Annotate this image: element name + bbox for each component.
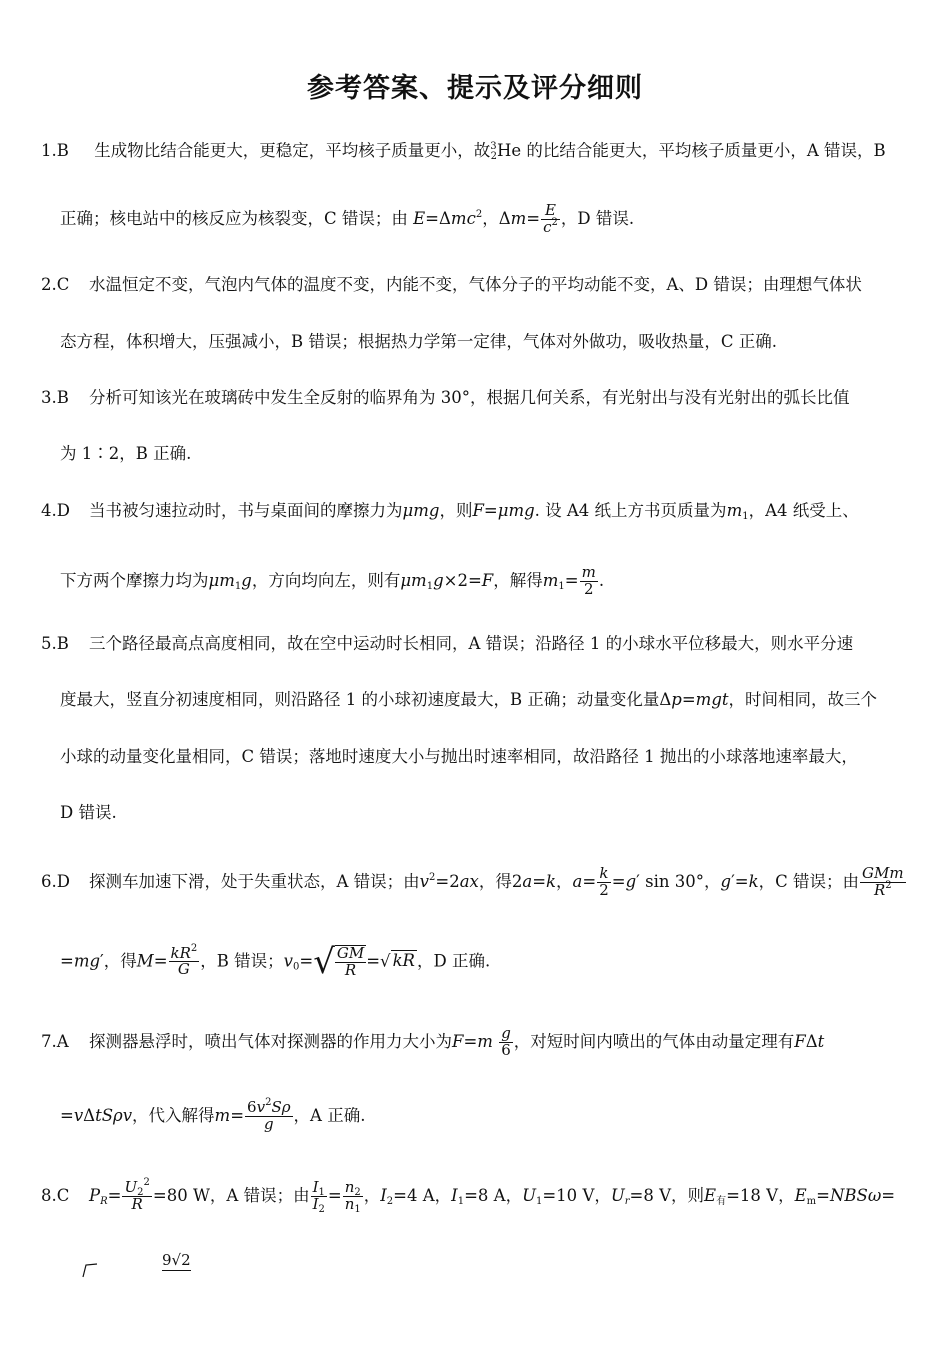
- answer-5-line-4: D 错误.: [60, 803, 117, 822]
- answer-7-line-2: =vΔtSρv，代入解得m= $\frac{6v^2S\rho}{g}$ ，A 正确.: [60, 1097, 366, 1133]
- answer-7-line-1: 7.A 探测器悬浮时，喷出气体对探测器的作用力大小为F=m $\frac{g}{6}$ ，对短时间内喷出的气体由动量定理有FΔt: [41, 1024, 825, 1059]
- answer-4-line-1: 4.D 当书被匀速拉动时，书与桌面间的摩擦力为μmg，则F=μmg. 设 A4 纸上方书页质量为$m_1$，A4 纸受上、: [41, 501, 859, 522]
- answer-3-line-2: 为 1∶2，B 正确.: [60, 444, 192, 463]
- page-title: 参考答案、提示及评分细则: [307, 73, 643, 104]
- answer-1-line-1: 1.B 生成物比结合能更大，更稳定，平均核子质量更小，故$^3_2$He 的比结合能更大，平均核子质量更小，A 错误，B: [41, 141, 886, 162]
- answer-5-line-3: 小球的动量变化量相同，C 错误；落地时速度大小与抛出时速率相同，故沿路径 1 抛出的小球落地速率最大，: [60, 747, 858, 766]
- answer-3-line-1: 3.B 分析可知该光在玻璃砖中发生全反射的临界角为 30°，根据几何关系，有光射出与没有光射出的弧长比值: [41, 388, 850, 407]
- answer-8-fraction-fragment: 9√2: [162, 1251, 191, 1269]
- answer-2-line-2: 态方程，体积增大，压强减小，B 错误；根据热力学第一定律，气体对外做功，吸收热量，C 正确.: [60, 332, 777, 351]
- answer-6-line-2: =mg′，得M= $\frac{kR^2}{G}$ ，B 错误；$v_0=√$ $\frac{GM}{R}$ =√ kR ，D 正确.: [60, 941, 491, 982]
- answer-1-line-2: 正确；核电站中的核反应为核裂变，C 错误；由 E=Δmc$^2$，Δm= $\frac{E}{c^2}$ ，D 错误.: [60, 201, 635, 236]
- answer-6-line-1: 6.D 探测车加速下滑，处于失重状态，A 错误；由$v^2=2ax$，得2a=k，a= $\frac{k}{2}$ =g′ sin 30°，g′=k，C 错误；由 $\frac{\text{GMm}}{R^2}$: [41, 864, 904, 899]
- answer-5-line-1: 5.B 三个路径最高点高度相同，故在空中运动时长相同，A 错误；沿路径 1 的小球水平位移最大，则水平分速: [41, 634, 854, 653]
- answer-8-line-1: 8.C $P_R=$ $\frac{U_2^2}{R}$ =80 W，A 错误；由 $\frac{I_1}{I_2}$ = $\frac{n_2}{n_1}$ ，$I_2=4$ A，$I_1=8$ A，$U_1=10$ V，$U_r=8$ V，则$E_有=18$ V，$E_m=NBS\omega=$: [41, 1177, 896, 1215]
- answer-4-line-2: 下方两个摩擦力均为$\mu m_1g$，方向均向左，则有$\mu m_1g\times 2=F$，解得$m_1=$ $\frac{m}{2}$ .: [60, 563, 605, 598]
- partial-sqrt-mark: [82, 1262, 98, 1278]
- answer-2-line-1: 2.C 水温恒定不变，气泡内气体的温度不变，内能不变，气体分子的平均动能不变，A、D 错误；由理想气体状: [41, 275, 862, 294]
- answer-5-line-2: 度最大，竖直分初速度相同，则沿路径 1 的小球初速度最大，B 正确；动量变化量Δp=mgt，时间相同，故三个: [60, 690, 878, 709]
- answer-number: 1.B: [41, 141, 69, 160]
